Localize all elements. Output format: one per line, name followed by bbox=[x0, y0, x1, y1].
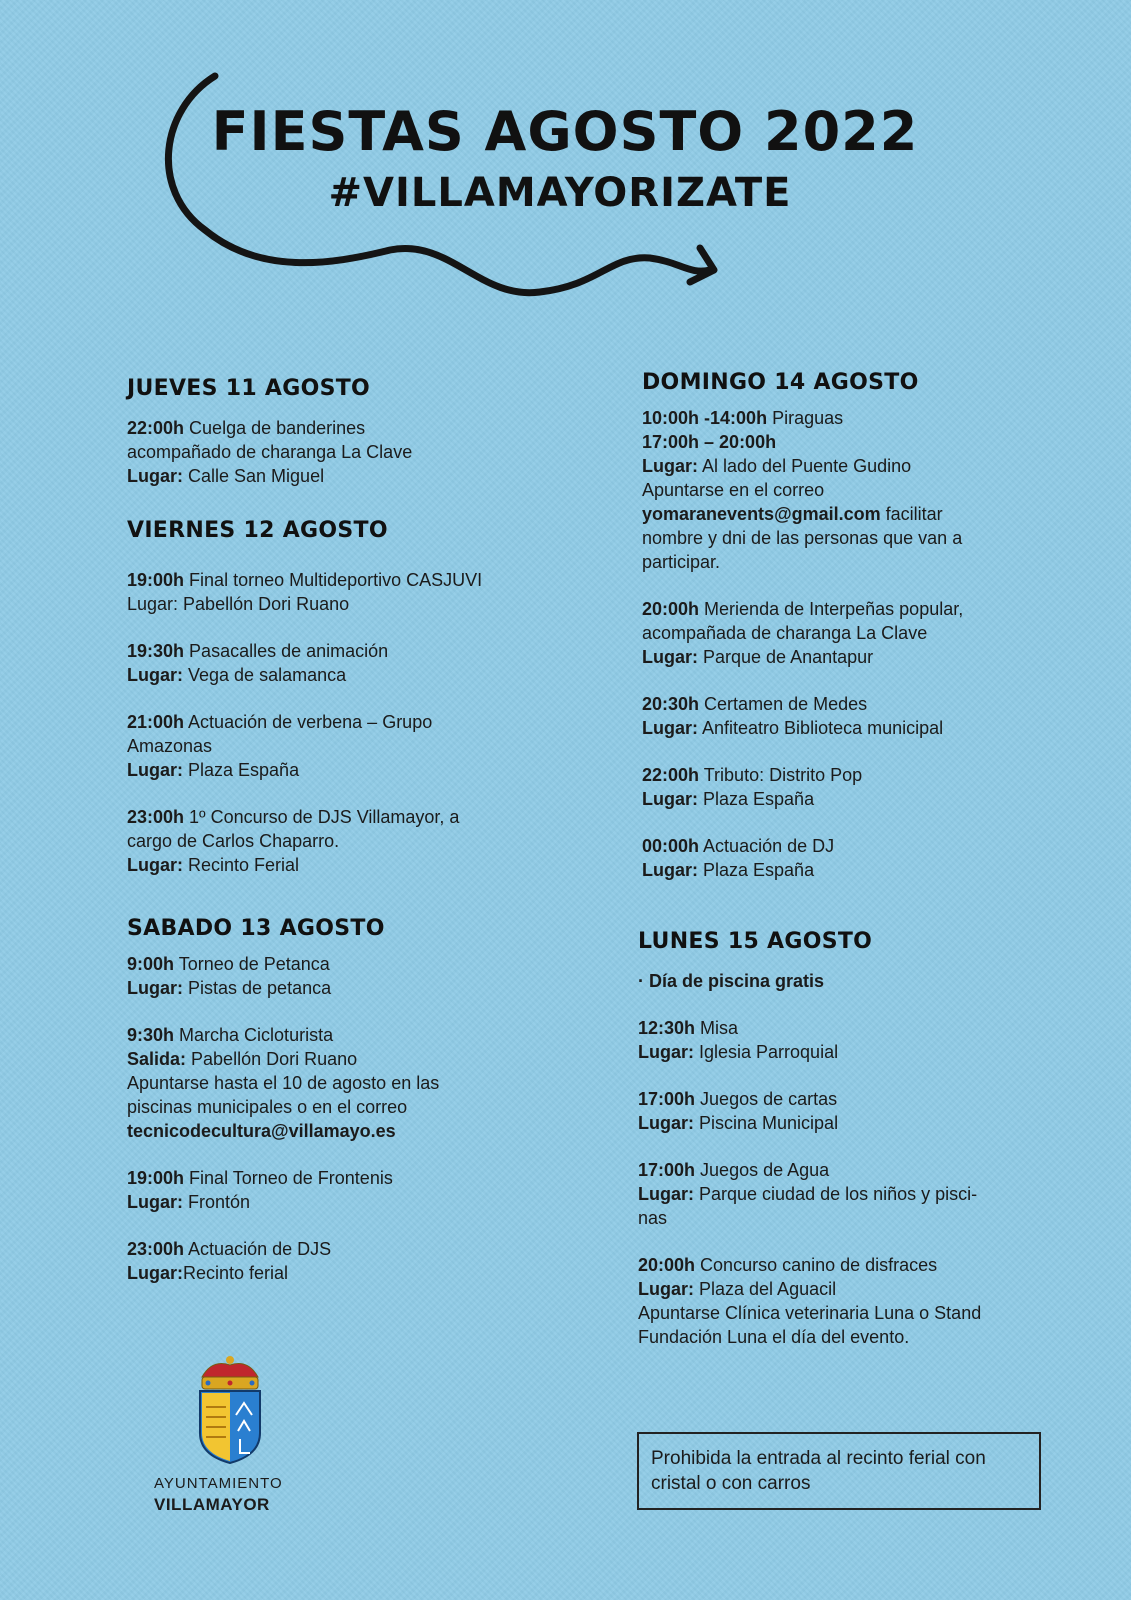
event-title: 1º Concurso de DJS Villamayor, a bbox=[184, 807, 460, 827]
event-place: Calle San Miguel bbox=[183, 466, 325, 486]
event-time: 10:00h -14:00h bbox=[642, 408, 768, 428]
event-place: Parque ciudad de los niños y pisci- bbox=[694, 1184, 978, 1204]
event-time: 9:00h bbox=[127, 954, 175, 974]
event-place-label: Lugar: bbox=[642, 860, 698, 880]
event-item bbox=[127, 568, 482, 616]
day-heading-thursday: JUEVES 11 AGOSTO bbox=[127, 376, 371, 401]
event-time: 19:00h bbox=[127, 1168, 185, 1188]
poster-header bbox=[0, 0, 1131, 320]
event-place-label: Lugar: bbox=[638, 1279, 694, 1299]
event-place-label: Lugar: bbox=[127, 760, 183, 780]
event-title-cont: acompañada de charanga La Clave bbox=[642, 623, 928, 643]
event-title: Tributo: Distrito Pop bbox=[699, 765, 863, 785]
event-item bbox=[127, 805, 482, 877]
notice-box bbox=[637, 1432, 1041, 1510]
event-item bbox=[127, 639, 482, 687]
event-title: Merienda de Interpeñas popular, bbox=[699, 599, 964, 619]
event-item bbox=[642, 763, 963, 811]
event-note: piscinas municipales o en el correo bbox=[127, 1097, 408, 1117]
event-place-label: Lugar: bbox=[642, 718, 698, 738]
events-friday bbox=[127, 568, 482, 877]
event-time: 20:00h bbox=[638, 1255, 696, 1275]
event-place-label: Salida: bbox=[127, 1049, 187, 1069]
event-time: 19:30h bbox=[127, 641, 185, 661]
event-place-label: Lugar: bbox=[127, 855, 183, 875]
event-time: 17:00h bbox=[638, 1160, 696, 1180]
event-note: participar. bbox=[642, 552, 721, 572]
event-place: Vega de salamanca bbox=[183, 665, 347, 685]
event-place-label: Lugar: bbox=[127, 978, 183, 998]
event-place-label: Lugar: bbox=[642, 647, 698, 667]
events-sunday bbox=[642, 406, 963, 882]
event-item bbox=[642, 597, 963, 669]
event-time: 00:00h bbox=[642, 836, 700, 856]
event-place-cont: nas bbox=[638, 1208, 668, 1228]
event-title: Concurso canino de disfraces bbox=[695, 1255, 938, 1275]
event-title-cont: acompañado de charanga La Clave bbox=[127, 442, 413, 462]
event-note: Apuntarse Clínica veterinaria Luna o Stand bbox=[638, 1303, 982, 1323]
event-title: Marcha Cicloturista bbox=[174, 1025, 334, 1045]
event-item bbox=[127, 1023, 439, 1143]
event-place-label: Lugar: bbox=[638, 1042, 694, 1062]
notice-line: cristal o con carros bbox=[651, 1473, 811, 1494]
event-email: tecnicodecultura@villamayo.es bbox=[127, 1121, 396, 1141]
event-time: 12:30h bbox=[638, 1018, 696, 1038]
event-title-cont: cargo de Carlos Chaparro. bbox=[127, 831, 340, 851]
event-place: Iglesia Parroquial bbox=[694, 1042, 839, 1062]
event-item bbox=[127, 1166, 439, 1214]
poster-hashtag: #VILLAMAYORIZATE bbox=[328, 170, 792, 216]
coat-of-arms-icon bbox=[192, 1355, 268, 1467]
event-place-label: Lugar: bbox=[127, 466, 183, 486]
monday-note: · Día de piscina gratis bbox=[638, 971, 825, 991]
event-title: Pasacalles de animación bbox=[184, 641, 389, 661]
event-item bbox=[127, 710, 482, 782]
event-time: 20:30h bbox=[642, 694, 700, 714]
event-title: Juegos de Agua bbox=[695, 1160, 830, 1180]
event-time: 21:00h bbox=[127, 712, 185, 732]
event-item bbox=[638, 1158, 981, 1230]
event-title-cont: Amazonas bbox=[127, 736, 213, 756]
event-time: 19:00h bbox=[127, 570, 185, 590]
event-place-label: Lugar: bbox=[638, 1113, 694, 1133]
event-item bbox=[638, 1016, 981, 1064]
event-title: Torneo de Petanca bbox=[174, 954, 330, 974]
event-time: 22:00h bbox=[127, 418, 185, 438]
event-time: 23:00h bbox=[127, 1239, 185, 1259]
event-place-label: Lugar: bbox=[127, 1263, 183, 1283]
event-time: 20:00h bbox=[642, 599, 700, 619]
event-place: Frontón bbox=[183, 1192, 251, 1212]
event-item bbox=[642, 692, 963, 740]
event-note: nombre y dni de las personas que van a bbox=[642, 528, 963, 548]
event-place-label: Lugar: bbox=[642, 789, 698, 809]
event-item bbox=[127, 952, 439, 1000]
event-place: Plaza España bbox=[183, 760, 300, 780]
day-heading-monday: LUNES 15 AGOSTO bbox=[638, 929, 873, 954]
event-item bbox=[127, 1237, 439, 1285]
logo-line1: AYUNTAMIENTO bbox=[154, 1475, 283, 1492]
event-title: Final Torneo de Frontenis bbox=[184, 1168, 393, 1188]
event-place: Anfiteatro Biblioteca municipal bbox=[698, 718, 944, 738]
event-place: Recinto ferial bbox=[183, 1263, 289, 1283]
day-heading-sunday: DOMINGO 14 AGOSTO bbox=[642, 370, 919, 395]
event-time: 17:00h bbox=[638, 1089, 696, 1109]
event-title: Actuación de verbena – Grupo bbox=[184, 712, 433, 732]
event-place-label: Lugar: bbox=[127, 665, 183, 685]
notice-line: Prohibida la entrada al recinto ferial con bbox=[651, 1448, 986, 1469]
events-saturday bbox=[127, 952, 439, 1285]
event-place-label: Lugar: bbox=[638, 1184, 694, 1204]
event-time: 22:00h bbox=[642, 765, 700, 785]
event-note: Apuntarse hasta el 10 de agosto en las bbox=[127, 1073, 440, 1093]
day-heading-saturday: SABADO 13 AGOSTO bbox=[127, 916, 385, 941]
event-time: 9:30h bbox=[127, 1025, 175, 1045]
event-place: Plaza España bbox=[698, 860, 815, 880]
event-title: Misa bbox=[695, 1018, 739, 1038]
event-item bbox=[642, 834, 963, 882]
event-title: Final torneo Multideportivo CASJUVI bbox=[184, 570, 483, 590]
event-place-label: Lugar: bbox=[127, 1192, 183, 1212]
event-item bbox=[127, 416, 412, 488]
event-item bbox=[642, 406, 963, 574]
event-item bbox=[638, 1087, 981, 1135]
event-time: 23:00h bbox=[127, 807, 185, 827]
events-thursday bbox=[127, 416, 412, 488]
event-email: yomaranevents@gmail.com bbox=[642, 504, 881, 524]
event-item bbox=[638, 1253, 981, 1349]
event-note: Apuntarse en el correo bbox=[642, 480, 825, 500]
event-place: Piscina Municipal bbox=[694, 1113, 839, 1133]
poster-title: FIESTAS AGOSTO 2022 bbox=[211, 100, 919, 163]
event-title: Piraguas bbox=[767, 408, 844, 428]
event-title: Certamen de Medes bbox=[699, 694, 868, 714]
event-place: Al lado del Puente Gudino bbox=[698, 456, 912, 476]
event-time: 17:00h – 20:00h bbox=[642, 432, 777, 452]
event-place: Parque de Anantapur bbox=[698, 647, 874, 667]
event-note: Fundación Luna el día del evento. bbox=[638, 1327, 910, 1347]
logo-line2: VILLAMAYOR bbox=[154, 1495, 270, 1514]
events-monday bbox=[638, 969, 981, 1349]
day-heading-friday: VIERNES 12 AGOSTO bbox=[127, 518, 388, 543]
event-place: Lugar: Pabellón Dori Ruano bbox=[127, 594, 350, 614]
event-place: Pistas de petanca bbox=[183, 978, 332, 998]
event-note: facilitar bbox=[880, 504, 943, 524]
event-title: Cuelga de banderines bbox=[184, 418, 366, 438]
event-title: Actuación de DJ bbox=[699, 836, 835, 856]
event-title: Juegos de cartas bbox=[695, 1089, 838, 1109]
event-place: Plaza del Aguacil bbox=[694, 1279, 837, 1299]
event-place: Pabellón Dori Ruano bbox=[186, 1049, 358, 1069]
event-place: Recinto Ferial bbox=[183, 855, 300, 875]
event-place: Plaza España bbox=[698, 789, 815, 809]
event-title: Actuación de DJS bbox=[184, 1239, 332, 1259]
event-place-label: Lugar: bbox=[642, 456, 698, 476]
